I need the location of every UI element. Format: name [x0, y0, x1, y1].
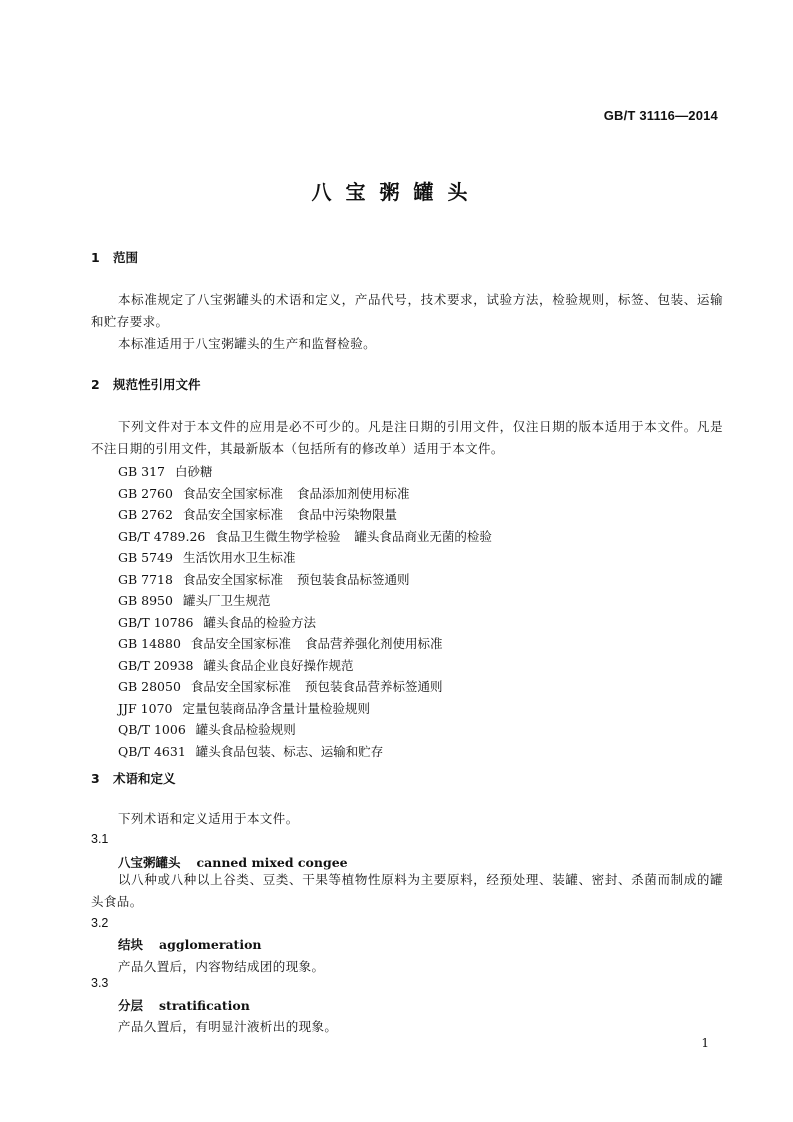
reference-title: 罐头食品企业良好操作规范: [203, 657, 354, 673]
reference-subtitle: 预包装食品营养标签通则: [304, 679, 443, 694]
term-english: stratification: [159, 998, 250, 1013]
reference-item: [118, 633, 492, 655]
reference-code: GB 28050: [118, 679, 181, 694]
term-chinese: 结块: [118, 937, 144, 952]
reference-item: [118, 504, 492, 526]
reference-item: [118, 719, 492, 741]
reference-title: 食品安全国家标准: [182, 571, 283, 587]
reference-code: GB 5749: [118, 550, 173, 565]
reference-code: GB 14880: [118, 636, 181, 651]
reference-title: 食品卫生微生物学检验: [215, 528, 341, 544]
section-2-intro: 下列文件对于本文件的应用是必不可少的。凡是注日期的引用文件，仅注日期的版本适用于本文件。凡是不注日期的引用文件，其最新版本（包括所有的修改单）适用于本文件。: [91, 419, 723, 456]
reference-title: 食品安全国家标准: [190, 679, 291, 694]
reference-title: 罐头食品的检验方法: [203, 614, 316, 630]
term-number: 3.1: [91, 832, 109, 846]
reference-code: GB 8950: [118, 593, 173, 608]
reference-item: [118, 461, 492, 483]
section-number: 1: [91, 250, 100, 265]
section-title: 规范性引用文件: [113, 377, 201, 392]
document-title: 八宝粥罐头: [311, 180, 482, 204]
term-definition: 以八种或八种以上谷类、豆类、干果等植物性原料为主要原料，经预处理、装罐、密封、杀菌而制成的罐头食品。: [91, 872, 723, 909]
term-number: 3.2: [91, 916, 109, 930]
reference-item: [118, 569, 492, 591]
section-title: 范围: [113, 250, 139, 265]
reference-code: GB 317: [118, 464, 166, 479]
term-heading: [118, 935, 262, 953]
reference-title: 罐头厂卫生规范: [182, 593, 271, 608]
reference-title: 生活饮用水卫生标准: [182, 550, 296, 565]
term-number: 3.3: [91, 976, 109, 990]
section-number: 2: [91, 377, 100, 392]
section-1-heading: [91, 248, 138, 266]
reference-item: [118, 655, 492, 677]
reference-item: [118, 698, 492, 720]
reference-item: [118, 590, 492, 612]
reference-code: GB/T 20938: [118, 657, 194, 673]
section-1-paragraph-2: 本标准适用于八宝粥罐头的生产和监督检验。: [118, 336, 377, 351]
reference-code: GB 2760: [118, 485, 173, 501]
normative-reference-list: [118, 461, 492, 762]
reference-code: GB/T 4789.26: [118, 528, 206, 544]
reference-item: [118, 676, 492, 698]
reference-code: GB 7718: [118, 571, 173, 587]
reference-title: 白砂糖: [175, 464, 213, 479]
section-title: 术语和定义: [113, 771, 176, 786]
reference-item: [118, 612, 492, 634]
reference-code: QB/T 4631: [118, 743, 186, 759]
section-1-paragraph-1: 本标准规定了八宝粥罐头的术语和定义，产品代号，技术要求，试验方法，检验规则，标签、包装、运输和贮存要求。: [91, 292, 723, 329]
page-number: 1: [701, 1036, 709, 1050]
reference-item: [118, 741, 492, 763]
reference-title: 罐头食品包装、标志、运输和贮存: [195, 743, 384, 759]
reference-title: 食品安全国家标准: [182, 485, 283, 501]
reference-title: 食品安全国家标准: [190, 636, 291, 651]
reference-title: 定量包装商品净含量计量检验规则: [182, 700, 370, 716]
section-2-heading: [91, 375, 201, 393]
reference-subtitle: 罐头食品商业无菌的检验: [354, 528, 492, 544]
reference-title: 罐头食品检验规则: [195, 722, 296, 737]
reference-title: 食品安全国家标准: [182, 507, 283, 522]
reference-item: [118, 483, 492, 505]
reference-subtitle: 食品添加剂使用标准: [296, 485, 410, 501]
term-chinese: 分层: [118, 998, 144, 1013]
reference-code: GB/T 10786: [118, 614, 194, 630]
reference-code: QB/T 1006: [118, 722, 186, 737]
reference-item: [118, 526, 492, 548]
standard-code: GB/T 31116—2014: [603, 108, 718, 123]
reference-code: JJF 1070: [118, 700, 173, 716]
term-chinese: 八宝粥罐头: [118, 855, 181, 870]
term-english: agglomeration: [159, 937, 262, 952]
term-definition: 产品久置后，内容物结成团的现象。: [118, 959, 325, 974]
term-english: canned mixed congee: [196, 855, 348, 870]
reference-subtitle: 食品营养强化剂使用标准: [304, 636, 443, 651]
section-3-intro: 下列术语和定义适用于本文件。: [118, 811, 299, 826]
reference-subtitle: 预包装食品标签通则: [296, 571, 410, 587]
reference-subtitle: 食品中污染物限量: [296, 507, 397, 522]
section-number: 3: [91, 771, 100, 786]
term-definition: 产品久置后，有明显汁液析出的现象。: [118, 1019, 338, 1034]
reference-code: GB 2762: [118, 507, 173, 522]
term-heading: [118, 996, 250, 1014]
reference-item: [118, 547, 492, 569]
section-3-heading: [91, 769, 176, 787]
